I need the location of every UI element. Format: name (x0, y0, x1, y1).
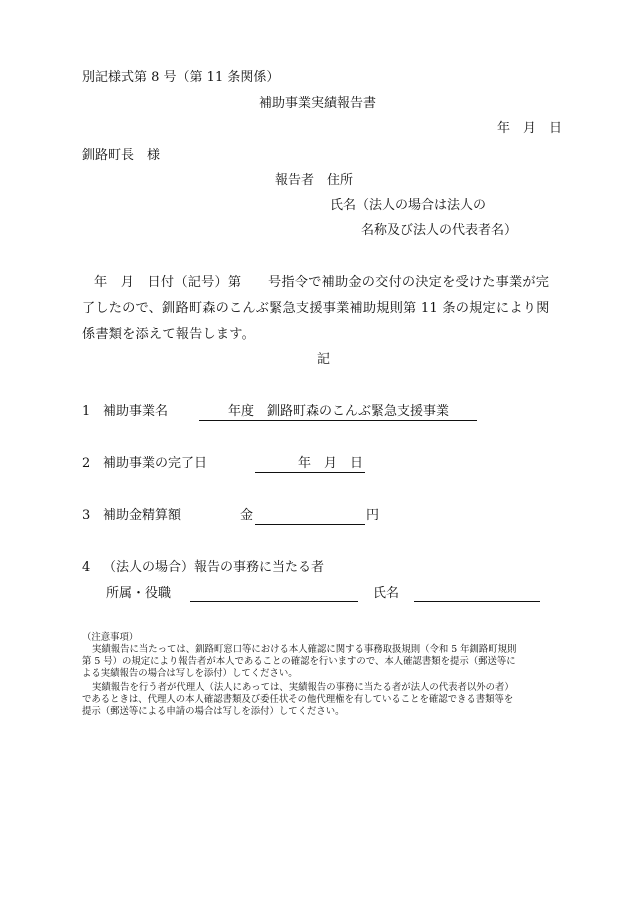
item-4-label: （法人の場合）報告の事務に当たる者 (103, 560, 325, 575)
body-text-line-3: 係書類を添えて報告します。 (82, 327, 255, 342)
item-2-label: 補助事業の完了日 (103, 456, 208, 471)
ki-heading: 記 (317, 352, 331, 367)
affiliation-label: 所属・役職 (106, 586, 172, 601)
notes-paragraph-1-line-1: 実績報告に当たっては、釧路町窓口等における本人確認に関する事務取扱規則（令和 5 年釧路町規則 (92, 644, 517, 655)
item-3-number: 3 (82, 508, 91, 523)
notes-paragraph-2-line-3: 提示（郵送等による申請の場合は写しを添付）してください。 (82, 706, 345, 717)
item-4-number: 4 (82, 560, 91, 575)
reporter-name-label: 氏名（法人の場合は法人の (330, 198, 487, 213)
body-text-line-1: 年 月 日付（記号）第 号指令で補助金の交付の決定を受けた事業が完 (94, 275, 550, 290)
form-number: 別記様式第 8 号（第 11 条関係） (82, 70, 280, 85)
contact-name-label: 氏名 (373, 586, 400, 601)
item-1-number: 1 (82, 404, 91, 419)
item-1-underline (199, 420, 477, 421)
addressee: 釧路町長 様 (82, 148, 161, 163)
date-line: 年 月 日 (497, 121, 563, 136)
item-2-number: 2 (82, 456, 91, 471)
body-text-line-2: 了したので、釧路町森のこんぶ緊急支援事業補助規則第 11 条の規定により関 (82, 301, 550, 316)
notes-paragraph-2-line-2: であるときは、代理人の本人確認書類及び委任状その他代理権を有していることを確認できる書類等を (82, 694, 514, 705)
item-3-label: 補助金精算額 (103, 508, 182, 523)
reporter-name-label-cont: 名称及び法人の代表者名） (361, 223, 518, 238)
item-2-value: 年 月 日 (298, 456, 364, 471)
notes-paragraph-2-line-1: 実績報告を行う者が代理人（法人にあっては、実績報告の事務に当たる者が法人の代表者以外の者） (92, 682, 514, 693)
notes-paragraph-1-line-2: 第 5 号）の規定により報告者が本人であることの確認を行いますので、本人確認書類を提示（郵送等に (82, 656, 516, 667)
reporter-address-label: 報告者 住所 (275, 173, 354, 188)
item-1-value: 年度 釧路町森のこんぶ緊急支援事業 (228, 404, 450, 419)
item-2-underline (255, 472, 365, 473)
item-3-prefix: 金 (240, 508, 254, 523)
contact-name-underline (414, 601, 540, 602)
item-3-underline (255, 524, 365, 525)
notes-heading: （注意事項） (82, 632, 139, 643)
item-3-suffix: 円 (366, 508, 380, 523)
item-1-label: 補助事業名 (103, 404, 169, 419)
affiliation-underline (190, 601, 358, 602)
document-title: 補助事業実績報告書 (259, 96, 377, 111)
notes-paragraph-1-line-3: よる実績報告の場合は写しを添付）してください。 (82, 668, 298, 679)
